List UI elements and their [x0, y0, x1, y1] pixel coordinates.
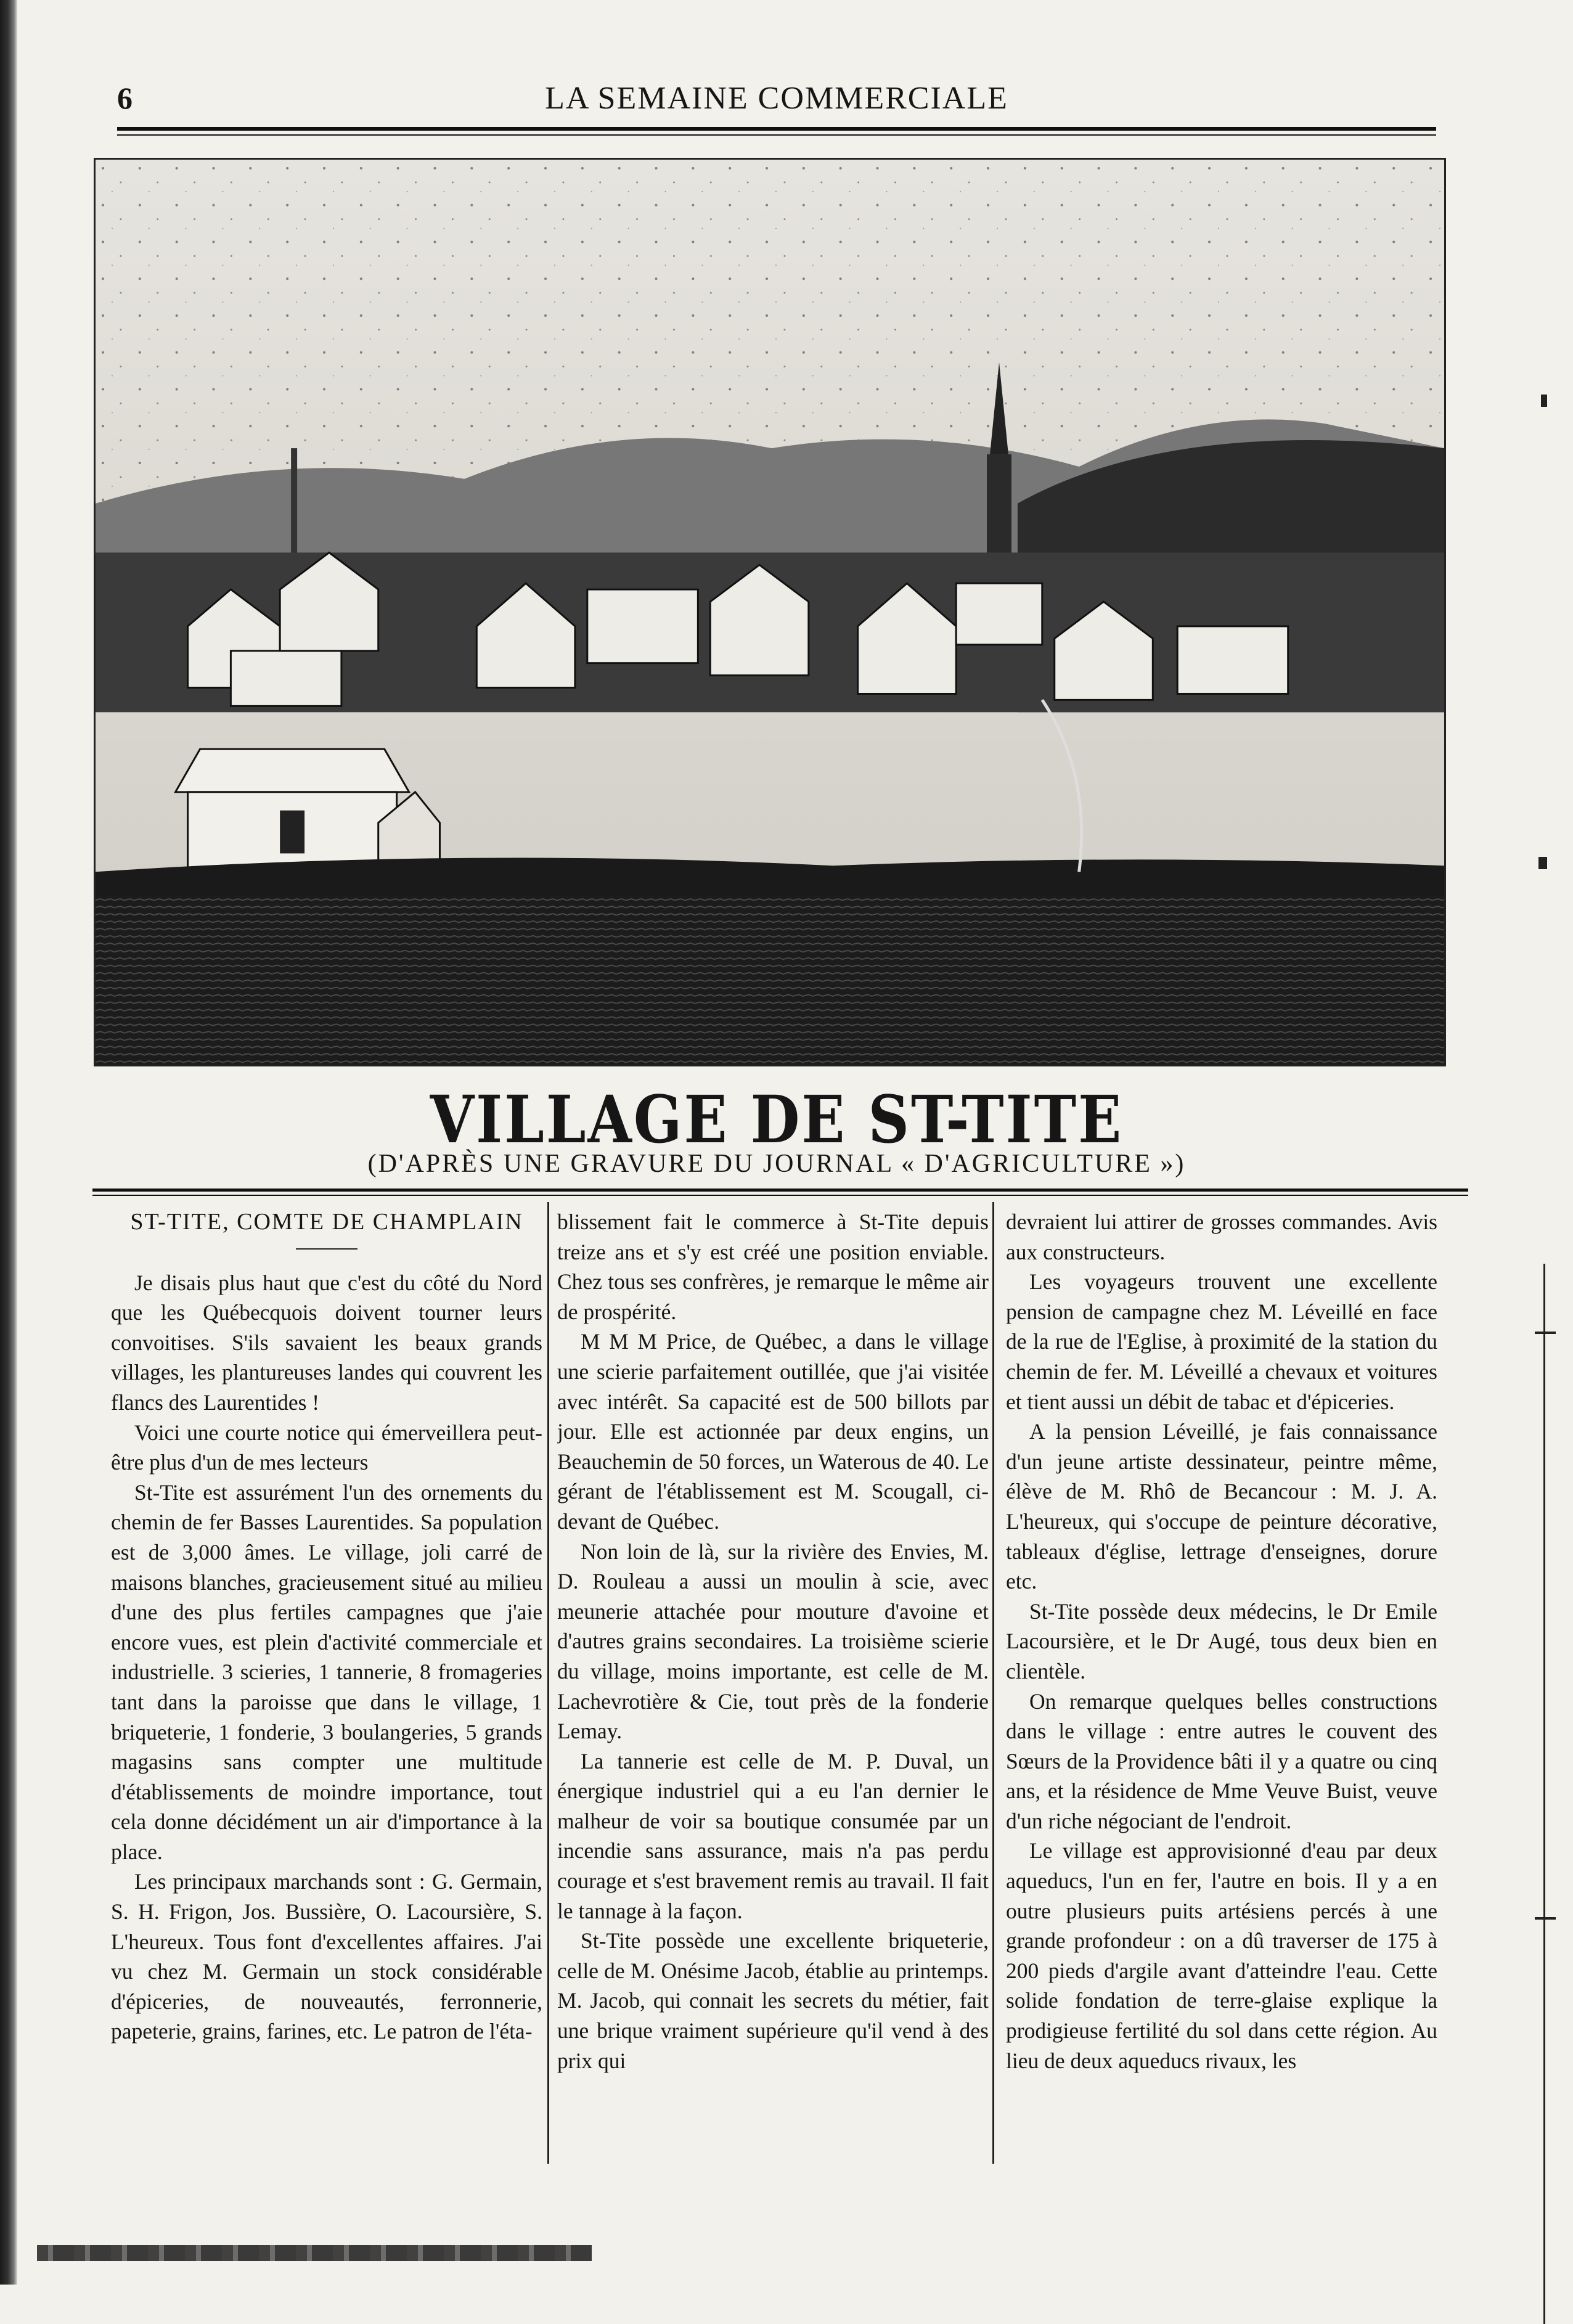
paragraph: M M M Price, de Québec, a dans le village une scierie parfaitement outillée, que j'ai visitée avec intérêt. Sa capacité est de 500 billots par jour. Elle est actionnée par deux engins, un Beauchemin de 50 forces, un Waterous de 40. Le gérant de l'établissement est M. Scougall, ci-devant de Québec. [557, 1329, 989, 1534]
paragraph: Le village est approvisionné d'eau par deux aqueducs, l'un en fer, l'autre en bois. Il y a en outre plusieurs puits artésiens percés à une grande profondeur : on a dû traverser de 175 à 200 pieds d'argile avant d'atteindre l'eau. Cette solide fondation de terre-glaise explique la prodigieuse fertilité du sol dans cette région. Au lieu de deux aqueducs rivaux, les [1006, 1838, 1437, 2073]
article-column-1 [111, 1207, 542, 2181]
article-column-3 [1006, 1207, 1437, 2181]
article-heading: ST-TITE, COMTE DE CHAMPLAIN [130, 1209, 523, 1235]
illustration-subtitle: (D'APRÈS UNE GRAVURE DU JOURNAL « D'AGRICULTURE ») [367, 1150, 1186, 1178]
section-rule-thin [92, 1195, 1468, 1196]
header-rule-thin [117, 134, 1436, 136]
binding-edge [0, 0, 17, 2285]
paragraph: St-Tite possède une excellente briqueterie, celle de M. Onésime Jacob, établie au printemps. M. Jacob, qui connait les secrets du métier, fait une brique vraiment supérieure qu'il vend à des prix qui [557, 1928, 989, 2073]
right-margin-marks [1535, 123, 1559, 2219]
illustration-title: VILLAGE DE ST-TITE [430, 1081, 1124, 1158]
paragraph: blissement fait le commerce à St-Tite depuis treize ans et s'y est créé une position enviable. Chez tous ses confrères, je remarque le même air de prospérité. [557, 1209, 989, 1324]
page-number: 6 [117, 81, 133, 115]
paragraph: Les principaux marchands sont : G. Germain, S. H. Frigon, Jos. Bussière, O. Lacoursière, S. L'heureux. Tous font d'excellentes affaires. J'ai vu chez M. Germain un stock considérable d'épiceries, de nouveautés, ferronnerie, papeterie, grains, farines, etc. Le patron de l'éta- [111, 1869, 542, 2044]
header-rule [117, 127, 1436, 131]
section-rule [92, 1189, 1468, 1192]
running-title: LA SEMAINE COMMERCIALE [545, 81, 1008, 116]
paragraph: St-Tite est assurément l'un des ornements du chemin de fer Basses Laurentides. Sa population est de 3,000 âmes. Le village, joli carré de maisons blanches, gracieusement situé au milieu d'une des plus fertiles campagnes que j'aie encore vues, est plein d'activité commerciale et industrielle. 3 scieries, 1 tannerie, 8 fromageries tant dans la paroisse que dans le village, 1 briqueterie, 1 fonderie, 3 boulangeries, 5 grands magasins sans compter une multitude d'établissements de moindre importance, tout cela donne décidément un air d'importance à la place. [111, 1479, 542, 1864]
paragraph: A la pension Léveillé, je fais connaissance d'un jeune artiste dessinateur, peintre même, élève de M. Rhô de Becancour : M. J. A. L'heureux, qui s'occupe de peinture décorative, tableaux d'église, lettrage d'enseignes, dorure etc. [1006, 1419, 1437, 1594]
paragraph: Voici une courte notice qui émerveillera peut-être plus d'un de mes lecteurs [111, 1420, 542, 1475]
paragraph: La tannerie est celle de M. P. Duval, un énergique industriel qui a eu l'an dernier le malheur de voir sa boutique consumée par un incendie sans assurance, mais n'a pas perdu courage et s'est bravement remis au travail. Il fait le tannage à la façon. [557, 1748, 989, 1923]
article-column-2 [557, 1207, 989, 2181]
column-divider [547, 1202, 549, 2164]
paragraph: Non loin de là, sur la rivière des Envies, M. D. Rouleau a aussi un moulin à scie, avec meunerie attachée pour mouture d'avoine et d'autres grains secondaires. La troisième scierie du village, moins importante, est celle de M. Lachevrotière & Cie, tout près de la fonderie Lemay. [557, 1539, 989, 1744]
column-divider [992, 1202, 994, 2164]
village-engraving [94, 158, 1446, 1066]
paragraph: Je disais plus haut que c'est du côté du Nord que les Québecquois doivent tourner leurs convoitises. S'ils savaient les beaux grands villages, les plantureuses landes qui couvrent les flancs des Laurentides ! [111, 1270, 542, 1415]
scan-artifact [37, 2245, 592, 2261]
page-header [117, 74, 1436, 123]
paragraph: On remarque quelques belles constructions dans le village : entre autres le couvent des Sœurs de la Providence bâti il y a quatre ou cinq ans, et la résidence de Mme Veuve Buist, veuve d'un riche négociant de l'endroit. [1006, 1688, 1437, 1833]
paragraph: St-Tite possède deux médecins, le Dr Emile Lacoursière, et le Dr Augé, tous deux bien en clientèle. [1006, 1598, 1437, 1684]
heading-rule [296, 1248, 358, 1250]
paragraph: Les voyageurs trouvent une excellente pension de campagne chez M. Léveillé en face de la rue de l'Eglise, à proximité de la station du chemin de fer. M. Léveillé a chevaux et voitures et tient aussi un débit de tabac et d'épiceries. [1006, 1269, 1437, 1414]
paragraph: devraient lui attirer de grosses commandes. Avis aux constructeurs. [1006, 1209, 1437, 1264]
